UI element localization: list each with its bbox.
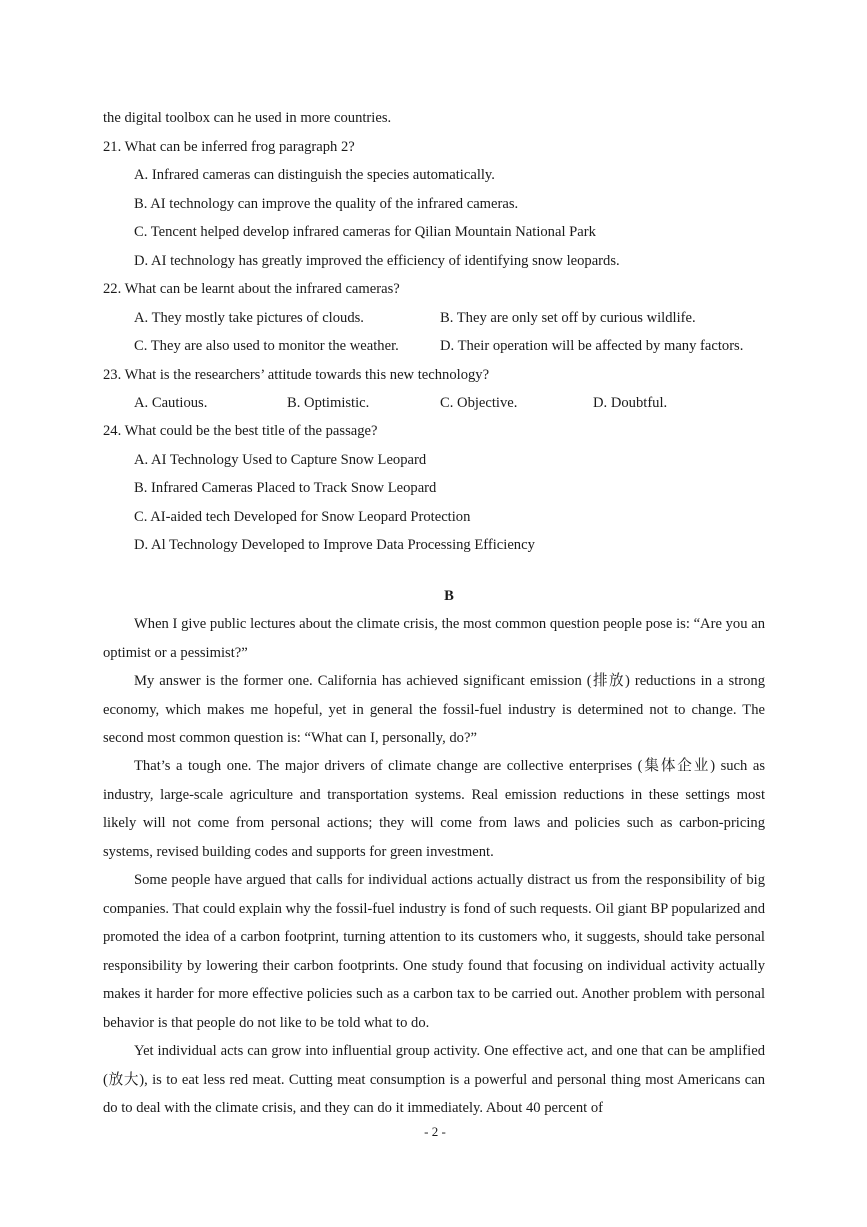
section-b-paragraph-2: My answer is the former one. California has achieved significant emission (排放) reductions in a strong economy, which makes me hopeful, yet in general the fossil-fuel industry is determined not to change. The second most common question is: “What can I, personally, do?” [103,673,765,746]
question-21-option-a: A. Infrared cameras can distinguish the species automatically. [134,167,495,183]
question-22-option-d: D. Their operation will be affected by many factors. [440,338,744,354]
carryover-line: the digital toolbox can he used in more countries. [103,110,392,126]
question-24-option-a: A. AI Technology Used to Capture Snow Leopard [134,452,427,468]
section-b-heading: B [444,588,454,604]
question-22-stem: 22. What can be learnt about the infrared cameras? [103,281,400,297]
question-22-option-c: C. They are also used to monitor the weather. [134,338,399,354]
question-21-option-d: D. AI technology has greatly improved the efficiency of identifying snow leopards. [134,253,620,269]
question-23-stem: 23. What is the researchers’ attitude towards this new technology? [103,367,490,383]
question-21-option-c: C. Tencent helped develop infrared cameras for Qilian Mountain National Park [134,224,596,240]
question-21-stem: 21. What can be inferred frog paragraph 2? [103,139,355,155]
question-23-option-c: C. Objective. [440,395,518,411]
question-23-option-a: A. Cautious. [134,395,208,411]
question-22-option-a: A. They mostly take pictures of clouds. [134,310,364,326]
section-b-paragraph-1: When I give public lectures about the climate crisis, the most common question people pose is: “Are you an optimist or a pessimist?” [103,616,765,661]
section-b-paragraph-5: Yet individual acts can grow into influential group activity. One effective act, and one that can be amplified (放大), is to eat less red meat. Cutting meat consumption is a powerful and personal thing most Americans can do to deal with the climate crisis, and they can do it immediately. About 40 percent of [103,1043,765,1116]
section-b-paragraph-4: Some people have argued that calls for individual actions actually distract us from the responsibility of big companies. That could explain why the fossil-fuel industry is fond of such requests. Oil giant BP popularized and promoted the idea of a carbon footprint, turning attention to its customers who, it suggests, should take personal responsibility by lowering their carbon footprints. One study found that focusing on individual activity actually makes it harder for more effective policies such as a carbon tax to be carried out. Another problem with personal behavior is that people do not like to be told what to do. [103,872,765,1031]
question-24-option-b: B. Infrared Cameras Placed to Track Snow Leopard [134,480,437,496]
question-23-option-d: D. Doubtful. [593,395,668,411]
question-22-option-b: B. They are only set off by curious wildlife. [440,310,696,326]
question-24-stem: 24. What could be the best title of the passage? [103,423,378,439]
page-number: - 2 - [424,1124,446,1139]
question-24-option-c: C. AI-aided tech Developed for Snow Leopard Protection [134,509,471,525]
question-21-option-b: B. AI technology can improve the quality of the infrared cameras. [134,196,519,212]
question-23-option-b: B. Optimistic. [287,395,370,411]
question-24-option-d: D. Al Technology Developed to Improve Data Processing Efficiency [134,537,535,553]
section-b-paragraph-3: That’s a tough one. The major drivers of climate change are collective enterprises (集体企业) such as industry, large-scale agriculture and transportation systems. Real emission reductions in these settings most likely will not come from personal actions; they will come from laws and policies such as carbon-pricing systems, revised building codes and supports for green investment. [103,758,765,860]
